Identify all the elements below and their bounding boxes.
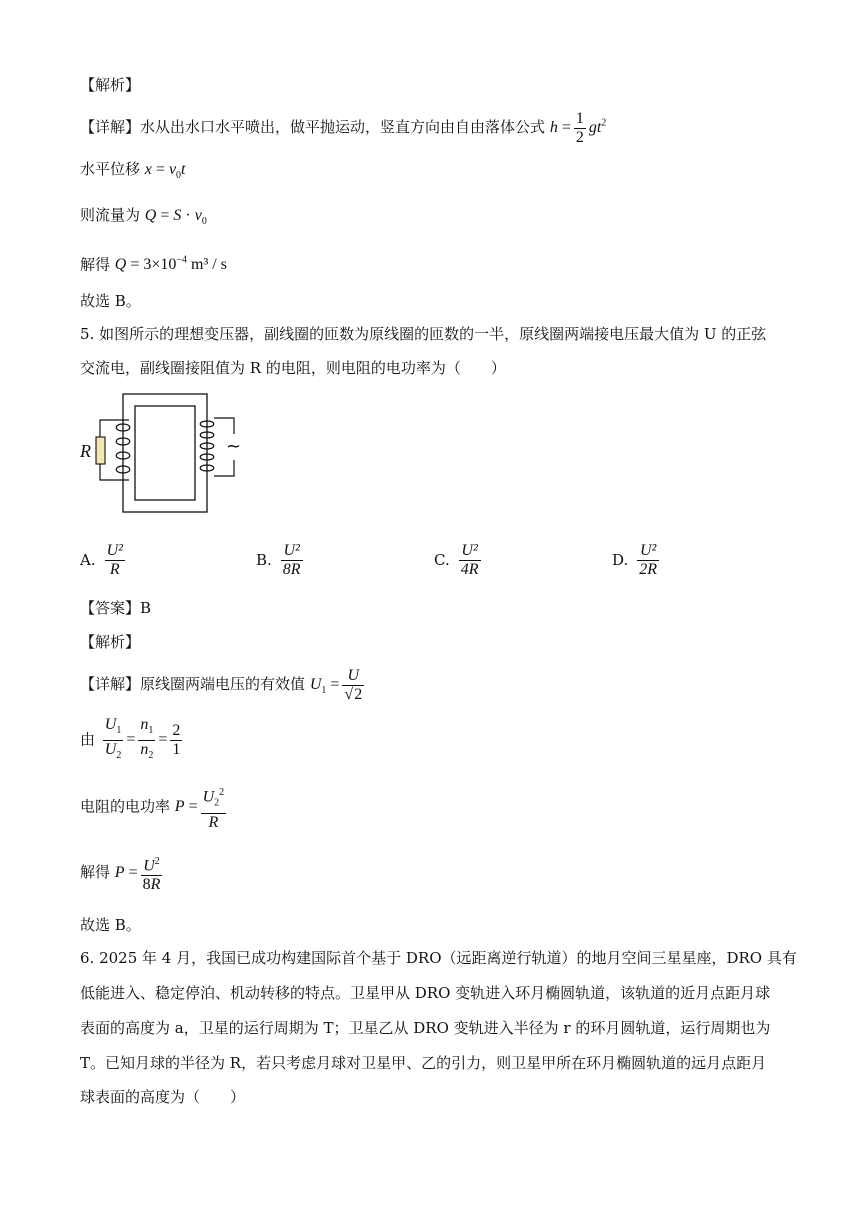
primary-wire-bottom <box>214 460 234 476</box>
q6-line1: 6. 2025 年 4 月，我国已成功构建国际首个基于 DRO（远距离逆行轨道）的地月空间三星星座，DRO 具有 <box>80 949 797 967</box>
q5-analysis-heading: 【解析】 <box>80 633 141 651</box>
option-c-label: C. <box>434 551 450 569</box>
resistor <box>96 437 105 464</box>
q5-detail-text: 原线圈两端电压的有效值 <box>140 675 306 693</box>
q6-line3: 表面的高度为 a，卫星的运行周期为 T；卫星乙从 DRO 变轨进入半径为 r 的环月圆轨道，运行周期也为 <box>80 1019 771 1037</box>
q4-detail-text: 水从出水口水平喷出，做平抛运动，竖直方向由自由落体公式 <box>140 118 546 137</box>
turns-ratio-formula: $\frac{U_1}{U_2}$ = $\frac{n_1}{n_2}$ = $\frac{2}{1}$ <box>104 716 181 762</box>
q5-detail-tag: 【详解】 <box>80 675 141 693</box>
q5-power-label: 电阻的电功率 <box>80 797 171 816</box>
flow-formula: $Q = S \cdot v_0$ <box>144 207 207 228</box>
q4-detail-tag: 【详解】 <box>80 118 141 137</box>
option-b-fraction: $\frac{\text{U²}}{8R}$ <box>282 541 301 578</box>
q6-line2: 低能进入、稳定停泊、机动转移的特点。卫星甲从 DRO 变轨进入环月椭圆轨道，该轨道的近月点距月球 <box>80 984 771 1002</box>
option-d-label: D. <box>612 551 629 569</box>
option-c-fraction: $\frac{\text{U²}}{4R}$ <box>460 541 479 578</box>
transformer-diagram <box>76 390 246 518</box>
flow-result: $Q = 3\times 10^{-4}$ m³ / s <box>114 255 227 274</box>
q6-line5: 球表面的高度为（ ） <box>80 1088 246 1106</box>
q5-stem-line1: 5. 如图所示的理想变压器，副线圈的匝数为原线圈的匝数的一半，原线圈两端接电压最大值为 U 的正弦 <box>80 325 767 343</box>
option-d-fraction: $\frac{\text{U²}}{2R}$ <box>639 541 658 578</box>
flow-result-unit: m³ / s <box>191 256 227 274</box>
q5-ratio-prefix: 由 <box>80 730 96 749</box>
q6-line4: T。已知月球的半径为 R，若只考虑月球对卫星甲、乙的引力，则卫星甲所在环月椭圆轨道的远月点距月 <box>80 1054 767 1072</box>
q5-solve-label: 解得 <box>80 863 111 881</box>
q5-stem-line2: 交流电，副线圈接阻值为 R 的电阻，则电阻的电功率为（ ） <box>80 359 506 377</box>
q4-choose: 故选 B。 <box>80 292 141 310</box>
effective-voltage-formula: $U_1$ = $\frac{U}{√2}$ <box>309 666 363 703</box>
power-result: P = $\frac{U^2}{8R}$ <box>115 864 166 881</box>
option-b-label: B. <box>256 551 272 569</box>
q5-answer: 【答案】B <box>80 599 152 617</box>
q4-solve-line <box>80 250 227 276</box>
q5-choose: 故选 B。 <box>80 916 141 934</box>
resistor-label: R <box>80 441 91 461</box>
q4-detail-line <box>80 110 606 147</box>
primary-wire <box>214 418 234 434</box>
q4-analysis-heading: 【解析】 <box>80 76 141 94</box>
q4-flow-line <box>80 204 207 233</box>
ac-source-symbol: ~ <box>226 436 242 457</box>
q4-horizontal-label: 水平位移 <box>80 160 141 178</box>
option-a-label: A. <box>80 551 96 569</box>
power-formula: P = $\frac{U_2^2}{R}$ <box>175 798 229 815</box>
option-b[interactable] <box>256 538 306 582</box>
q4-horizontal-line <box>80 158 186 187</box>
q5-detail-line <box>80 662 367 713</box>
free-fall-formula: h = $\frac{1}{2}$ $gt^2$ <box>549 110 607 146</box>
horizontal-formula: $x = v_0t$ <box>144 161 186 182</box>
option-d[interactable] <box>612 538 662 582</box>
q5-ratio-line <box>80 716 185 765</box>
option-c[interactable] <box>434 538 484 582</box>
transformer-core-inner <box>135 406 195 500</box>
option-a[interactable] <box>80 538 128 582</box>
q5-power-line <box>80 784 229 832</box>
q5-solve-line <box>80 850 165 895</box>
q4-flow-label: 则流量为 <box>80 206 141 224</box>
q4-solve-label: 解得 <box>80 255 111 274</box>
option-a-fraction: $\frac{\text{U²}}{R}$ <box>106 541 123 578</box>
